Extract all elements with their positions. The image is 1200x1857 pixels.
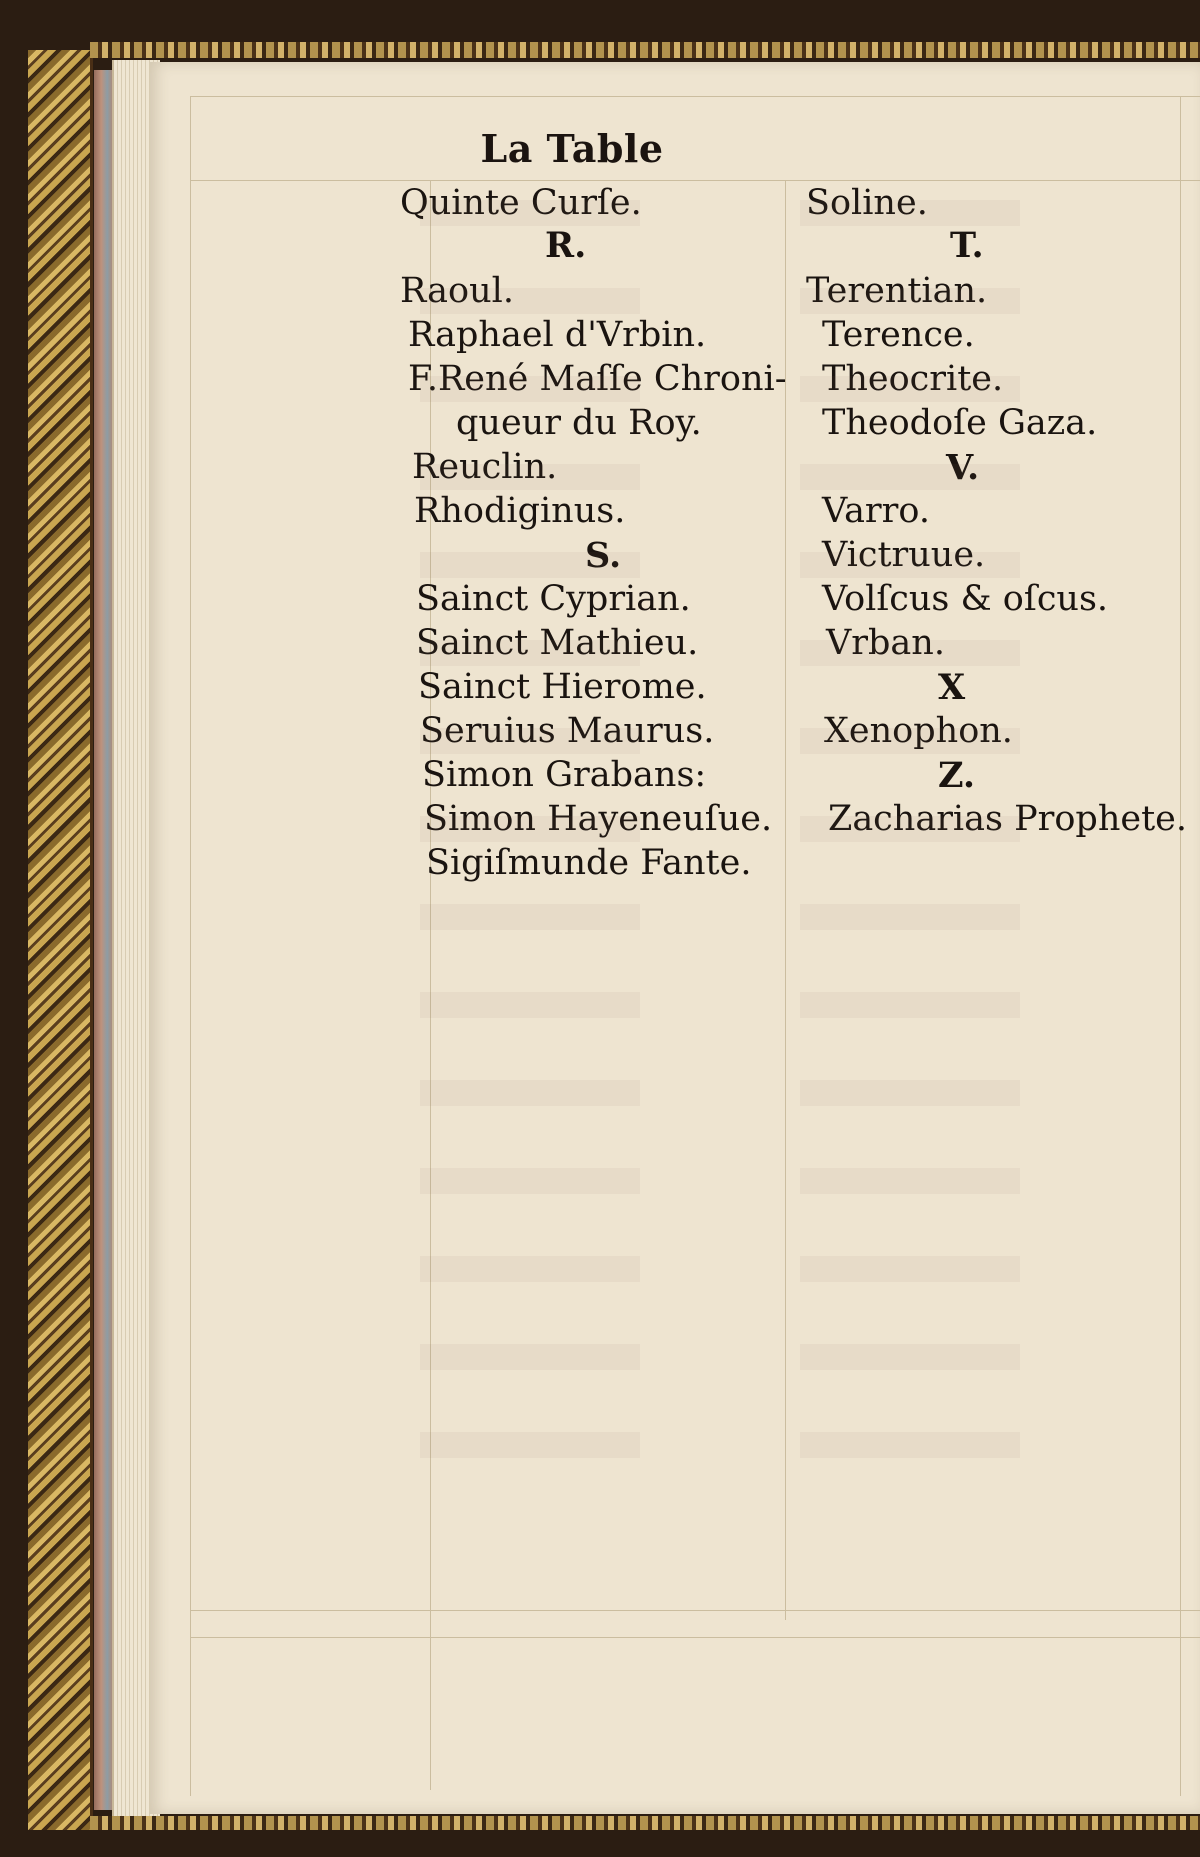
bleed-through-shadow: [800, 904, 1020, 930]
index-entry: Simon Hayeneuſue.: [424, 799, 773, 839]
bleed-through-shadow: [800, 728, 1020, 754]
bleed-through-shadow: [800, 1344, 1020, 1370]
index-entry: Raphael d'Vrbin.: [408, 315, 707, 355]
page-rule: [190, 1610, 1200, 1611]
bottom-binding-ornament: [90, 1816, 1200, 1830]
index-entry: Victruue.: [822, 535, 986, 575]
bleed-through-shadow: [800, 288, 1020, 314]
bleed-through-shadow: [420, 1432, 640, 1458]
bleed-through-shadow: [420, 464, 640, 490]
index-entry: Varro.: [822, 491, 930, 531]
section-letter: R.: [545, 225, 587, 266]
bleed-through-shadow: [800, 1256, 1020, 1282]
index-entry: Terentian.: [806, 271, 988, 311]
bleed-through-shadow: [420, 816, 640, 842]
section-letter: V.: [946, 447, 980, 488]
page-rule: [190, 1637, 1200, 1638]
section-letter: X: [938, 667, 966, 708]
index-entry: Zacharias Prophete.: [828, 799, 1187, 839]
section-letter: T.: [950, 225, 984, 266]
book-binding-ornament: [28, 50, 93, 1830]
index-entry: Terence.: [822, 315, 975, 355]
bleed-through-shadow: [420, 552, 640, 578]
index-entry: queur du Roy.: [456, 403, 702, 443]
index-entry: Raoul.: [400, 271, 514, 311]
page-rule: [190, 96, 191, 1796]
index-entry: Theodoſe Gaza.: [822, 403, 1098, 443]
bleed-through-shadow: [420, 640, 640, 666]
index-entry: Theocrite.: [822, 359, 1004, 399]
bleed-through-shadow: [420, 1168, 640, 1194]
section-letter: S.: [585, 535, 622, 576]
index-entry: Quinte Curſe.: [400, 183, 642, 223]
bleed-through-shadow: [420, 728, 640, 754]
bleed-through-shadow: [800, 376, 1020, 402]
bleed-through-shadow: [420, 1344, 640, 1370]
index-entry: Vrban.: [826, 623, 945, 663]
bleed-through-shadow: [800, 1080, 1020, 1106]
index-entry: Sigiſmunde Fante.: [426, 843, 752, 883]
page-header: [0, 126, 1200, 171]
page-rule: [1180, 96, 1181, 1796]
bleed-through-shadow: [800, 464, 1020, 490]
index-entry: Simon Grabans:: [422, 755, 707, 795]
index-entry: Rhodiginus.: [414, 491, 626, 531]
bleed-through-shadow: [800, 1168, 1020, 1194]
bleed-through-shadow: [420, 904, 640, 930]
index-entry: F.René Maſſe Chroni-: [408, 359, 787, 399]
index-entry: Volſcus & oſcus.: [822, 579, 1109, 619]
bleed-through-shadow: [420, 992, 640, 1018]
bleed-through-shadow: [800, 200, 1020, 226]
bleed-through-shadow: [800, 552, 1020, 578]
section-letter: Z.: [938, 755, 976, 796]
bleed-through-shadow: [800, 1432, 1020, 1458]
bleed-through-shadow: [420, 200, 640, 226]
index-entry: Sainct Hierome.: [418, 667, 707, 707]
bleed-through-shadow: [420, 288, 640, 314]
index-entry: Sainct Mathieu.: [416, 623, 699, 663]
bleed-through-shadow: [420, 1256, 640, 1282]
page-rule: [190, 180, 1200, 181]
bleed-through-shadow: [800, 992, 1020, 1018]
index-entry: Reuclin.: [412, 447, 558, 487]
page-title: La Table: [480, 126, 664, 171]
index-entry: Soline.: [806, 183, 928, 223]
page-rule: [190, 96, 1200, 97]
bleed-through-shadow: [800, 816, 1020, 842]
index-entry: Sainct Cyprian.: [416, 579, 691, 619]
top-binding-ornament: [90, 42, 1200, 58]
index-entry: Xenophon.: [824, 711, 1013, 751]
index-entry: Seruius Maurus.: [420, 711, 715, 751]
page-rule: [430, 180, 431, 1790]
bleed-through-shadow: [420, 376, 640, 402]
bleed-through-shadow: [420, 1080, 640, 1106]
bleed-through-shadow: [800, 640, 1020, 666]
